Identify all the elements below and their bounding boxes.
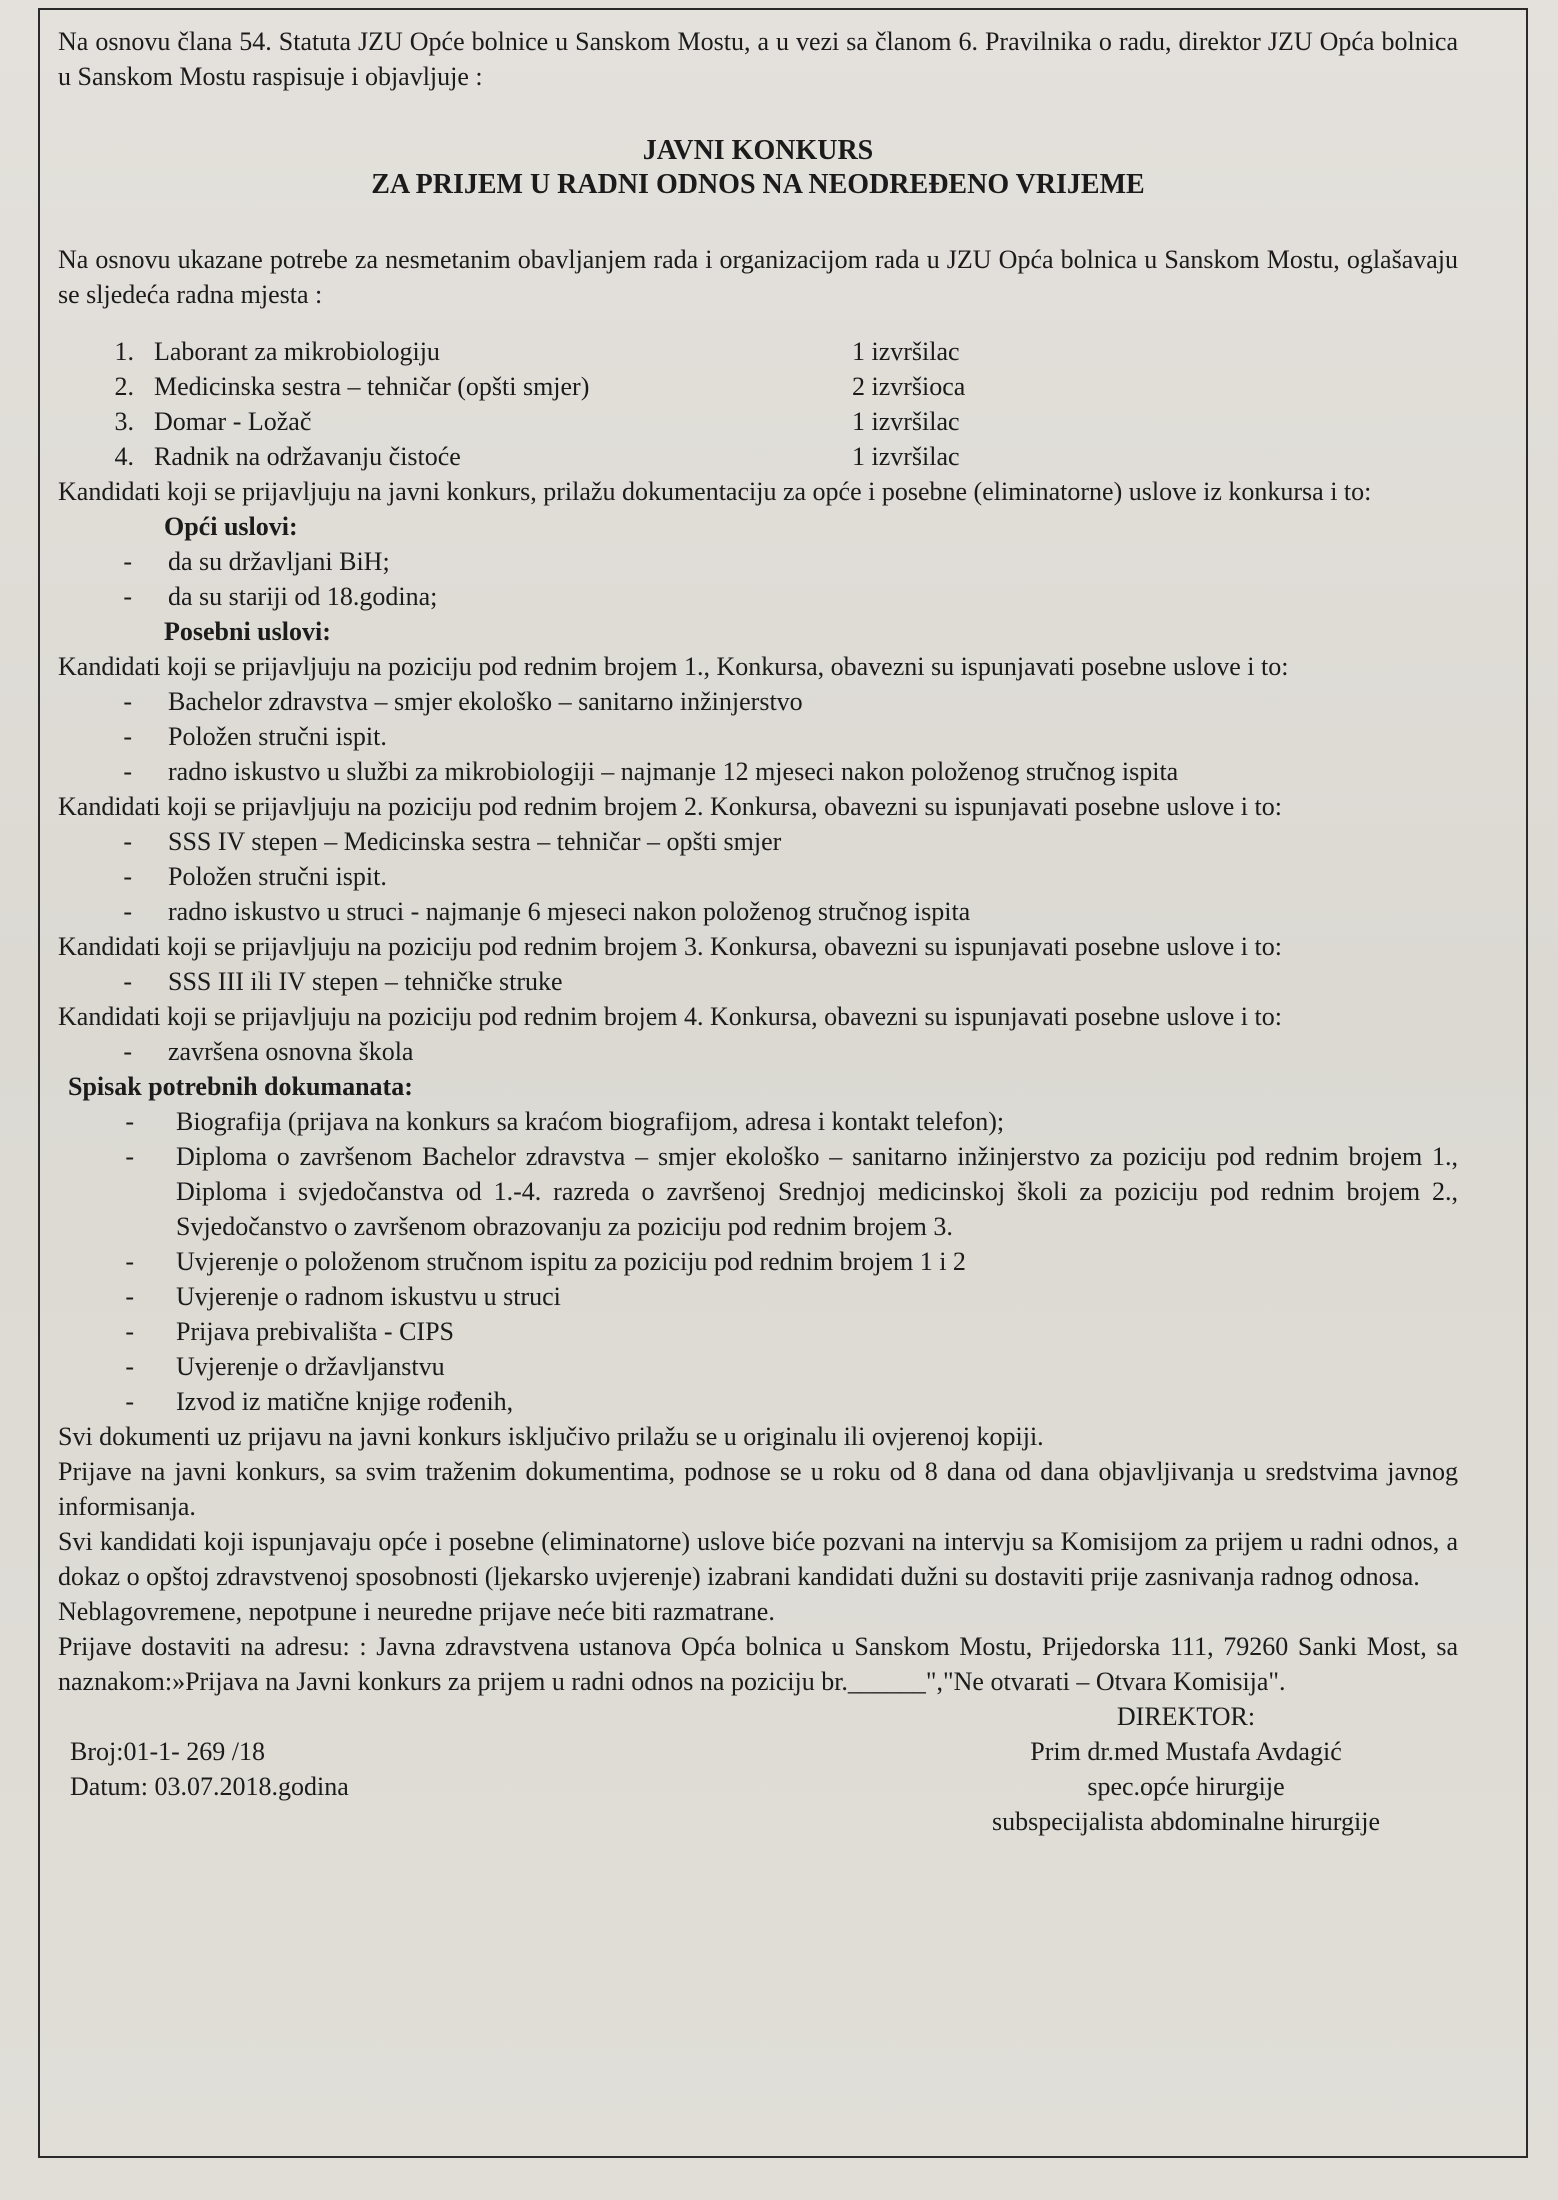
general-conditions-heading: Opći uslovi:: [164, 512, 298, 541]
position-number: 4.: [114, 442, 134, 471]
list-item: [58, 894, 1458, 929]
dash-bullet: -: [123, 897, 132, 926]
list-item-text: da su stariji od 18.godina;: [168, 582, 438, 611]
special-1-intro: Kandidati koji se prijavljuju na poziciju pod rednim brojem 1., Konkursa, obavezni su ispunjavati posebne uslove i to:: [58, 652, 1289, 681]
dash-bullet: -: [123, 757, 132, 786]
list-item: [58, 1314, 1458, 1349]
position-name: Radnik na održavanju čistoće: [154, 442, 461, 471]
dash-bullet: -: [125, 1142, 134, 1171]
list-item-text: Uvjerenje o položenom stručnom ispitu za poziciju pod rednim brojem 1 i 2: [176, 1247, 966, 1276]
positions-list: [58, 334, 1458, 474]
notice-content: [58, 24, 1458, 1839]
preface-paragraph: Na osnovu ukazane potrebe za nesmetanim obavljanjem rada i organizacijom rada u JZU Opća bolnica u Sanskom Mostu, oglašavaju se sljedeća radna mjesta :: [58, 245, 1458, 309]
list-item-text: Izvod iz matične knjige rođenih,: [176, 1387, 514, 1416]
closing-paragraph: Prijave na javni konkurs, sa svim traženim dokumentima, podnose se u roku od 8 dana od dana objavljivanja u sredstvima javnog informisanja.: [58, 1457, 1458, 1521]
list-item: [58, 1104, 1458, 1139]
closing-paragraph: Prijave dostaviti na adresu: : Javna zdravstvena ustanova Opća bolnica u Sanskom Mostu, Prijedorska 111, 79260 Sanki Most, sa naznakom:»Prijava na Javni konkurs za prijem u radni odnos na poziciju br.______","Ne otvarati – Otvara Komisija".: [58, 1632, 1458, 1696]
list-item: [58, 1279, 1458, 1314]
dash-bullet: -: [125, 1352, 134, 1381]
list-item-text: Bachelor zdravstva – smjer ekološko – sanitarno inžinjerstvo: [168, 687, 803, 716]
closing-paragraph: Neblagovremene, nepotpune i neuredne prijave neće biti razmatrane.: [58, 1597, 775, 1626]
position-name: Domar - Ložač: [154, 407, 312, 436]
position-item: [58, 334, 1458, 369]
list-item-text: Prijava prebivališta - CIPS: [176, 1317, 455, 1346]
list-item-text: radno iskustvo u struci - najmanje 6 mjeseci nakon položenog stručnog ispita: [168, 897, 971, 926]
reference-date: Datum: 03.07.2018.godina: [70, 1772, 349, 1801]
dash-bullet: -: [123, 1037, 132, 1066]
position-name: Medicinska sestra – tehničar (opšti smjer): [154, 372, 590, 401]
special-4-list: [58, 1034, 1458, 1069]
dash-bullet: -: [125, 1317, 134, 1346]
list-item: [58, 1244, 1458, 1279]
list-item: [58, 824, 1458, 859]
special-2-list: [58, 824, 1458, 929]
director-label: DIREKTOR:: [1116, 1702, 1256, 1731]
dash-bullet: -: [123, 687, 132, 716]
list-item-text: radno iskustvo u službi za mikrobiologiji – najmanje 12 mjeseci nakon položenog stručnog ispita: [168, 757, 1179, 786]
list-item: [58, 754, 1458, 789]
closing-paragraph: Svi kandidati koji ispunjavaju opće i posebne (eliminatorne) uslove biće pozvani na intervju sa Komisijom za prijem u radni odnos, a dokaz o opštoj zdravstvenoj sposobnosti (ljekarsko uvjerenje) izabrani kandidati dužni su dostaviti prije zasnivanja radnog odnosa.: [58, 1527, 1458, 1591]
position-count: 1 izvršilac: [852, 442, 960, 471]
list-item-text: Položen stručni ispit.: [168, 862, 387, 891]
list-item-text: SSS III ili IV stepen – tehničke struke: [168, 967, 563, 996]
list-item-text: Položen stručni ispit.: [168, 722, 387, 751]
list-item-text: Uvjerenje o državljanstvu: [176, 1352, 445, 1381]
conditions-intro: Kandidati koji se prijavljuju na javni konkurs, prilažu dokumentaciju za opće i posebne (eliminatorne) uslove iz konkursa i to:: [58, 477, 1372, 506]
special-2-intro: Kandidati koji se prijavljuju na poziciju pod rednim brojem 2. Konkursa, obavezni su ispunjavati posebne uslove i to:: [58, 792, 1282, 821]
documents-heading: Spisak potrebnih dokumanata:: [68, 1072, 413, 1101]
list-item-text: Uvjerenje o radnom iskustvu u struci: [176, 1282, 561, 1311]
notice-title: JAVNI KONKURS: [642, 135, 874, 166]
position-item: [58, 439, 1458, 474]
list-item: [58, 964, 1458, 999]
reference-number: Broj:01-1- 269 /18: [70, 1737, 265, 1766]
director-title: spec.opće hirurgije: [1087, 1772, 1285, 1801]
dash-bullet: -: [125, 1247, 134, 1276]
dash-bullet: -: [123, 967, 132, 996]
dash-bullet: -: [123, 862, 132, 891]
list-item: [58, 859, 1458, 894]
list-item: [58, 1349, 1458, 1384]
list-item-text: Diploma o završenom Bachelor zdravstva – smjer ekološko – sanitarno inžinjerstvo za poziciju pod rednim brojem 1., Diploma i svjedočanstva od 1.-4. razreda o završenoj Srednjoj medicinskoj školi za poziciju pod rednim brojem 2., Svjedočanstvo o završenom obrazovanju za poziciju pod rednim brojem 3.: [176, 1142, 1458, 1241]
closing-paragraph: Svi dokumenti uz prijavu na javni konkurs isključivo prilažu se u originalu ili ovjerenoj kopiji.: [58, 1422, 1044, 1451]
special-1-list: [58, 684, 1458, 789]
position-count: 2 izvršioca: [852, 372, 966, 401]
intro-paragraph: Na osnovu člana 54. Statuta JZU Opće bolnice u Sanskom Mostu, a u vezi sa članom 6. Pravilnika o radu, direktor JZU Opća bolnica u Sanskom Mostu raspisuje i objavljuje :: [58, 27, 1458, 91]
position-number: 3.: [114, 407, 134, 436]
list-item: [58, 684, 1458, 719]
dash-bullet: -: [123, 827, 132, 856]
list-item-text: da su državljani BiH;: [168, 547, 390, 576]
director-name: Prim dr.med Mustafa Avdagić: [1030, 1737, 1342, 1766]
notice-subtitle: ZA PRIJEM U RADNI ODNOS NA NEODREĐENO VRIJEME: [371, 169, 1145, 200]
list-item: [58, 1139, 1458, 1244]
dash-bullet: -: [123, 722, 132, 751]
position-number: 1.: [114, 337, 134, 366]
director-title: subspecijalista abdominalne hirurgije: [992, 1807, 1380, 1836]
dash-bullet: -: [125, 1282, 134, 1311]
special-4-intro: Kandidati koji se prijavljuju na poziciju pod rednim brojem 4. Konkursa, obavezni su ispunjavati posebne uslove i to:: [58, 1002, 1282, 1031]
dash-bullet: -: [125, 1107, 134, 1136]
reference-block: [58, 1734, 349, 1839]
general-conditions-list: [58, 544, 1458, 614]
position-number: 2.: [114, 372, 134, 401]
list-item: [58, 1384, 1458, 1419]
dash-bullet: -: [123, 547, 132, 576]
position-count: 1 izvršilac: [852, 337, 960, 366]
list-item-text: SSS IV stepen – Medicinska sestra – tehničar – opšti smjer: [168, 827, 782, 856]
special-3-intro: Kandidati koji se prijavljuju na poziciju pod rednim brojem 3. Konkursa, obavezni su ispunjavati posebne uslove i to:: [58, 932, 1282, 961]
list-item: [58, 1034, 1458, 1069]
position-item: [58, 369, 1458, 404]
dash-bullet: -: [125, 1387, 134, 1416]
signature-block: [936, 1734, 1436, 1839]
list-item: [58, 719, 1458, 754]
list-item-text: završena osnovna škola: [168, 1037, 414, 1066]
dash-bullet: -: [123, 582, 132, 611]
special-3-list: [58, 964, 1458, 999]
list-item: [58, 579, 1458, 614]
position-item: [58, 404, 1458, 439]
list-item-text: Biografija (prijava na konkurs sa kraćom biografijom, adresa i kontakt telefon);: [176, 1107, 1005, 1136]
special-conditions-heading: Posebni uslovi:: [164, 617, 331, 646]
list-item: [58, 544, 1458, 579]
position-count: 1 izvršilac: [852, 407, 960, 436]
footer: [58, 1734, 1458, 1839]
position-name: Laborant za mikrobiologiju: [154, 337, 440, 366]
documents-list: [58, 1104, 1458, 1419]
